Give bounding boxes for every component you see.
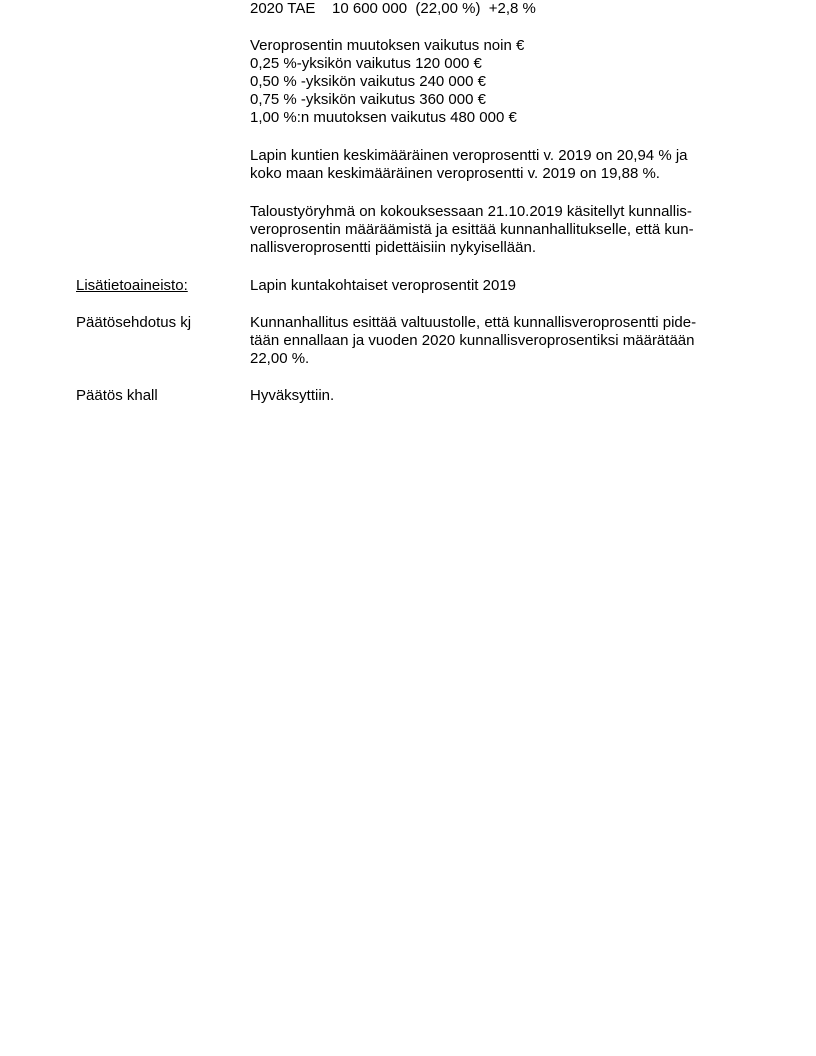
impact-heading: Veroprosentin muutoksen vaikutus noin € xyxy=(250,37,525,54)
comparison-line: koko maan keskimääräinen veroprosentti v. 2019 on 19,88 %. xyxy=(250,165,660,182)
workgroup-line: Taloustyöryhmä on kokouksessaan 21.10.2019 käsitellyt kunnallis- xyxy=(250,203,692,220)
proposal-line: Kunnanhallitus esittää valtuustolle, että kunnallisveroprosentti pide- xyxy=(250,314,697,331)
proposal-label: Päätösehdotus kj xyxy=(76,314,192,331)
proposal-line: tään ennallaan ja vuoden 2020 kunnallisveroprosentiksi määrätään xyxy=(250,332,695,349)
workgroup-line: veroprosentin määräämistä ja esittää kunnanhallitukselle, että kun- xyxy=(250,221,694,238)
decision-text: Hyväksyttiin. xyxy=(250,387,335,404)
proposal-line: 22,00 %. xyxy=(250,350,310,367)
impact-row: 0,50 % -yksikön vaikutus 240 000 € xyxy=(250,73,486,90)
impact-row: 1,00 %:n muutoksen vaikutus 480 000 € xyxy=(250,109,517,126)
workgroup-line: nallisveroprosentti pidettäisiin nykyisellään. xyxy=(250,239,536,256)
tae-line: 2020 TAE 10 600 000 (22,00 %) +2,8 % xyxy=(250,0,536,17)
impact-row: 0,75 % -yksikön vaikutus 360 000 € xyxy=(250,91,486,108)
decision-label: Päätös khall xyxy=(76,387,158,404)
comparison-line: Lapin kuntien keskimääräinen veroprosentti v. 2019 on 20,94 % ja xyxy=(250,147,688,164)
additional-info-text: Lapin kuntakohtaiset veroprosentit 2019 xyxy=(250,277,517,294)
additional-info-label: Lisätietoaineisto: xyxy=(76,277,188,294)
impact-row: 0,25 %-yksikön vaikutus 120 000 € xyxy=(250,55,482,72)
